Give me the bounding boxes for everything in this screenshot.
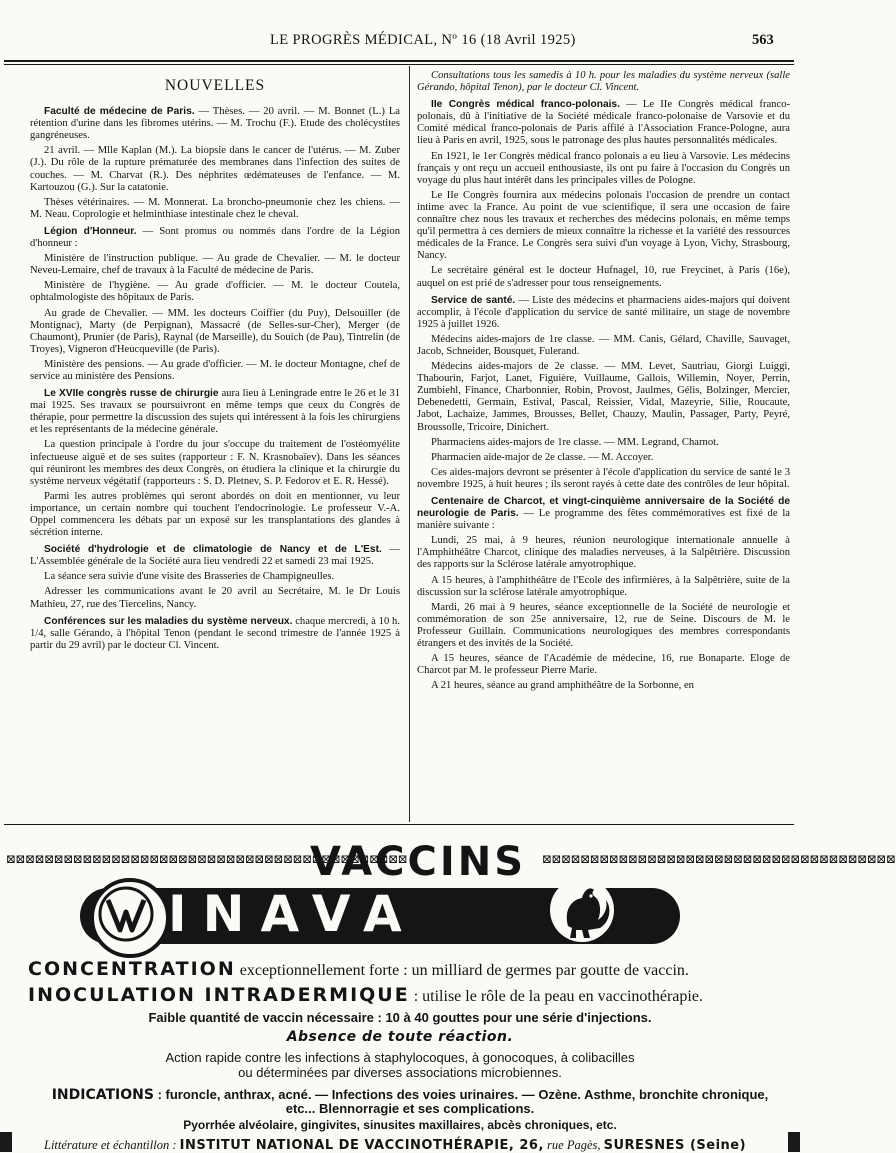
street-name: rue Pagès, <box>547 1138 601 1152</box>
city-name: SURESNES (Seine) <box>603 1138 747 1153</box>
item-lead: Conférences sur les maladies du système nerveux. <box>44 615 293 627</box>
item-paragraph: Médecins aides-majors de 2e classe. — MM. Levet, Sautriau, Giorgi Luiggi, Thabourin, Farjot, Lanet, Figuière, Vuillaume, Gallois, Willemin, Noyer, Perrin, Zumbiehl, Finance, Charbonnier, Robin, Provost, Jaulmes, Gélis, Bolzinger, Mercier, Debenedetti, Germain, Estival, Pascal, Reissier, Vidal, Mazeyrie, Silie, Roucaute, Jabot, Lachaize, Jammes, Brousses, Bellet, Chauzy, Maulin, Passager, Party, Peyré, Broussolle, Tricoire, Dinichert. <box>417 361 790 433</box>
news-item-charcot <box>417 496 790 692</box>
item-paragraph: Au grade de Chevalier. — MM. les docteurs Coiffier (du Puy), Delsouiller (de Montignac), Marty (de Perpignan), Massacré (de Selles-sur-Cher), Merger (de Chaumont), Prunier (de Paris), Raynal (de Marseille), du Souich (de Pau), Tintrelin (de Troyes), Vigneron d'Heucqueville (de Paris). <box>30 307 400 355</box>
right-column <box>417 70 790 818</box>
item-paragraph: Pharmacien aide-major de 2e classe. — M. Accoyer. <box>431 451 654 463</box>
inoculation-text: : utilise le rôle de la peau en vaccinothérapie. <box>413 988 703 1005</box>
news-item-faculte <box>30 106 400 221</box>
action-line-1: Action rapide contre les infections à staphylocoques, à gonocoques, à colibacilles <box>165 1050 635 1065</box>
ad-action-lines <box>0 1050 800 1080</box>
item-text: — Le programme des fêtes commémoratives est fixé de la manière suivante : <box>417 508 790 532</box>
item-paragraph: Adresser les communications avant le 20 avril au Secrétaire, M. le Dr Louis Mathieu, 27, rue des Tiercelins, Nancy. <box>30 586 400 610</box>
page-header <box>0 6 800 64</box>
ad-dosage-line: Faible quantité de vaccin nécessaire : 10 à 40 gouttes pour une série d'injections. <box>148 1010 652 1025</box>
item-paragraph: Ministère de l'hygiène. — Au grade d'officier. — M. le docteur Coutela, ophtalmologiste des hôpitaux de Paris. <box>30 280 400 304</box>
item-lead: Faculté de médecine de Paris. <box>44 106 195 118</box>
news-item-consultations <box>417 70 790 94</box>
header-rule-thin <box>4 64 794 65</box>
inava-logo <box>0 884 800 954</box>
item-text: — Thèses. — 20 avril. — M. Bonnet (L.) La rétention d'urine dans les fibromes utérins. — M. Trochu (F.). Etude des cholécystites gangréneuses. <box>30 106 400 142</box>
columns-bottom-rule <box>4 824 794 825</box>
news-item-sante <box>417 295 790 491</box>
ad-indications <box>40 1088 780 1116</box>
ad-pyorrhee: Pyorrhée alvéolaire, gingivites, sinusites maxillaires, abcès chroniques, etc. <box>183 1118 617 1132</box>
edge-mark-right <box>788 1132 800 1152</box>
news-item-legion <box>30 226 400 383</box>
item-text: — Sont promus ou nommés dans l'ordre de la Légion d'honneur : <box>30 225 401 250</box>
rooster-icon <box>548 876 616 946</box>
brand-name: INAVA <box>168 885 418 943</box>
item-paragraph: Ces aides-majors devront se présenter à l'école d'application du service de santé le 3 novembre 1925, à huit heures ; ils seront rayés à cette date des contrôles de leur hôpital. <box>417 466 790 490</box>
section-title: NOUVELLES <box>164 77 266 94</box>
institut-name: INSTITUT NATIONAL DE VACCINOTHÉRAPIE, 26, <box>179 1138 544 1153</box>
action-line-2: ou déterminées par diverses associations microbiennes. <box>238 1065 562 1080</box>
item-paragraph: A 21 heures, séance au grand amphithéâtre de la Sorbonne, en <box>431 680 694 692</box>
item-lead: IIe Congrès médical franco-polonais. <box>431 99 620 111</box>
item-paragraph: 21 avril. — Mlle Kaplan (M.). La biopsie dans le cancer de l'utérus. — M. Zuber (J.). Du rôle de la rupture prématurée des membranes dans l'infection des suites de couches. — M. Charvat (R.). Des néphrites œdémateuses de l'enfance. — M. Kartouzou (G.). Sur la catatonie. <box>30 145 400 193</box>
news-item-hydrologie <box>30 544 400 610</box>
item-paragraph: Thèses vétérinaires. — M. Monnerat. La broncho-pneumonie chez les chiens. — M. Neau. Coprologie et helminthiase intestinale chez le cheval. <box>30 196 400 220</box>
litterature-label: Littérature et échantillon : <box>44 1138 177 1152</box>
concentration-text: exceptionnellement forte : un milliard de germes par goutte de vaccin. <box>239 962 689 979</box>
running-title: LE PROGRÈS MÉDICAL, Nº 16 (18 Avril 1925) <box>270 32 576 48</box>
ad-headline: VACCINS <box>309 839 527 885</box>
page-number: 563 <box>752 32 774 48</box>
news-item-conferences <box>30 616 400 652</box>
news-item-franco-polonais <box>417 99 790 289</box>
ad-decorative-border <box>2 838 896 885</box>
item-lead: Société d'hydrologie et de climatologie de Nancy et de L'Est. <box>44 544 382 556</box>
item-lead: Le XVIIe congrès russe de chirurgie <box>44 388 219 400</box>
item-paragraph: Ministère des pensions. — Au grade d'officier. — M. le docteur Montagne, chef de service au ministère des Pensions. <box>30 358 400 382</box>
ad-concentration-line <box>28 958 689 980</box>
item-lead: Légion d'Honneur. <box>44 225 137 237</box>
item-paragraph: Pharmaciens aides-majors de 1re classe. — MM. Legrand, Charnot. <box>431 436 719 448</box>
item-paragraph: Parmi les autres problèmes qui seront abordés on doit en mentionner, vu leur importance, un certain nombre qui touchent l'endocrinologie. Le professeur V.-A. Oppel commencera les débats par un exposé sur les transplantations des glandes à sécrétion interne. <box>30 490 400 539</box>
inoculation-word: INOCULATION INTRADERMIQUE <box>28 984 410 1006</box>
monogram-emblem-icon <box>90 878 170 958</box>
ad-absence-line: Absence de toute réaction. <box>286 1029 514 1045</box>
item-paragraph: Mardi, 26 mai à 9 heures, séance exceptionnelle de la Société de neurologie et commémoration de son 25e anniversaire, 12, rue de Seine. Discours de M. le Professeur Guillain. Communications neurologiques des membres correspondants étrangers et des invités de la Société. <box>417 601 790 650</box>
item-lead: Centenaire de Charcot, et vingt-cinquième anniversaire de la Société de neurologie de Paris. <box>417 496 790 520</box>
item-paragraph: A 15 heures, à l'amphithéâtre de l'Ecole des infirmières, à la Salpêtrière, suite de la discussion sur la sclérose latérale amyotrophique. <box>417 574 790 598</box>
item-paragraph: Lundi, 25 mai, à 9 heures, réunion neurologique internationale annuelle à l'Amphithéâtre Charcot, clinique des maladies nerveuses, à la Salpêtrière. Discussion des rapports sur la Sclérose latérale amyotrophique. <box>417 535 790 571</box>
item-text: — L'Assemblée générale de la Société aura lieu vendredi 22 et samedi 23 mai 1925. <box>30 544 400 568</box>
item-text: — Le IIe Congrès médical franco-polonais, dû à l'initiative de la Société médicale franco-polonaise de Varsovie et du Comité médical franco-polonais de Paris affilé à l'Association France-Pologne, aura lieu à Paris en avril, 1925, sous le patronage des plus hautes personnalités médicales. <box>417 99 790 147</box>
item-paragraph: A 15 heures, séance de l'Académie de médecine, 16, rue Bonaparte. Eloge de Charcot par M. le professeur Pierre Marie. <box>417 653 790 677</box>
header-rule <box>4 60 794 62</box>
item-paragraph: Le IIe Congrès fournira aux médecins polonais l'occasion de prendre un contact intime avec la France. Au point de vue scientifique, il sera une occasion de faire connaître chez nous les travaux et recherches des médecins polonais, en même temps qu'il permettra à ces derniers de mieux connaître la richesse et la variété des ressources médicales de la France. Le Congrès sera suivi d'un voyage à Lyon, Vichy, Strasbourg, Nancy. <box>417 189 790 262</box>
ad-inoculation-line <box>28 984 703 1006</box>
decorative-border-left: ⊠⊠⊠⊠⊠⊠⊠⊠⊠⊠⊠⊠⊠⊠⊠⊠⊠⊠⊠⊠⊠⊠⊠⊠⊠⊠⊠⊠⊠⊠⊠⊠⊠⊠⊠⊠⊠⊠⊠⊠⊠⊠ <box>6 852 408 866</box>
news-item-congres-russe <box>30 388 400 539</box>
column-divider <box>409 66 410 822</box>
item-paragraph: Médecins aides-majors de 1re classe. — MM. Canis, Gélard, Chaville, Sauvaget, Jacob, Schneider, Bousquet, Fulerand. <box>417 333 790 357</box>
ad-contact-line <box>44 1138 784 1153</box>
item-text: chaque mercredi, à 10 h. 1/4, salle Gérando, à l'hôpital Tenon (pendant le second trimestre de l'année 1925 à partir du 29 avril) par le docteur Cl. Vincent. <box>30 615 400 651</box>
item-paragraph: La séance sera suivie d'une visite des Brasseries de Champigneulles. <box>44 571 335 583</box>
item-paragraph: Le secrétaire général est le docteur Hufnagel, 10, rue Freycinet, à Paris (16e), auquel on est prié de s'adresser pour tous renseignements. <box>417 265 790 289</box>
indications-label: INDICATIONS <box>51 1087 154 1103</box>
item-paragraph: La question principale à l'ordre du jour s'occupe du traitement de l'ostéomyélite infectueuse aiguë et de ses suites (rapporteur : F. N. Krasnobaïev). Dans les séances qui réuniront les membres des deux Congrès, on étudiera la clinique et la chirurgie du système nerveux végétatif (rapporteurs : S. D. Pletnev, S. P. Fedorov et E. R. Hessé). <box>30 439 400 487</box>
item-lead: Service de santé. <box>431 294 516 306</box>
concentration-word: CONCENTRATION <box>28 958 236 980</box>
edge-mark-left <box>0 1132 12 1152</box>
item-paragraph: Ministère de l'instruction publique. — Au grade de Chevalier. — M. le docteur Neveu-Lemaire, chef de travaux à la Faculté de médecine de Paris. <box>30 253 400 277</box>
item-text: aura lieu à Leningrade entre le 26 et le 31 mai 1925. Ses travaux se poursuivront en même temps que ceux du Congrès de thérapie, pour permettre la discussion des sujets qui intéressent à la fois les chirurgiens et les représentants de la médecine générale. <box>30 388 401 436</box>
left-column <box>30 70 400 818</box>
advertisement <box>0 826 896 1153</box>
decorative-border-right: ⊠⊠⊠⊠⊠⊠⊠⊠⊠⊠⊠⊠⊠⊠⊠⊠⊠⊠⊠⊠⊠⊠⊠⊠⊠⊠⊠⊠⊠⊠⊠⊠⊠⊠⊠⊠⊠ <box>542 852 896 866</box>
item-paragraph: Consultations tous les samedis à 10 h. pour les maladies du système nerveux (salle Gérando, hôpital Tenon), par le docteur Cl. Vincent. <box>417 70 790 94</box>
item-paragraph: En 1921, le 1er Congrès médical franco polonais a eu lieu à Varsovie. Les médecins français y ont reçu un accueil enthousiaste, ils ont pu faire à l'occasion du Congrès un voyage du plus haut intérêt dans les principales villes de Pologne. <box>417 150 790 186</box>
item-text: — Liste des médecins et pharmaciens aides-majors qui doivent accomplir, à l'école d'application du service de santé militaire, un stage de novembre 1925 à juillet 1926. <box>417 294 790 330</box>
indications-text: : furoncle, anthrax, acné. — Infections des voies urinaires. — Ozène. Asthme, bronchite chronique, etc... Blennorragie et ses complications. <box>157 1087 769 1116</box>
